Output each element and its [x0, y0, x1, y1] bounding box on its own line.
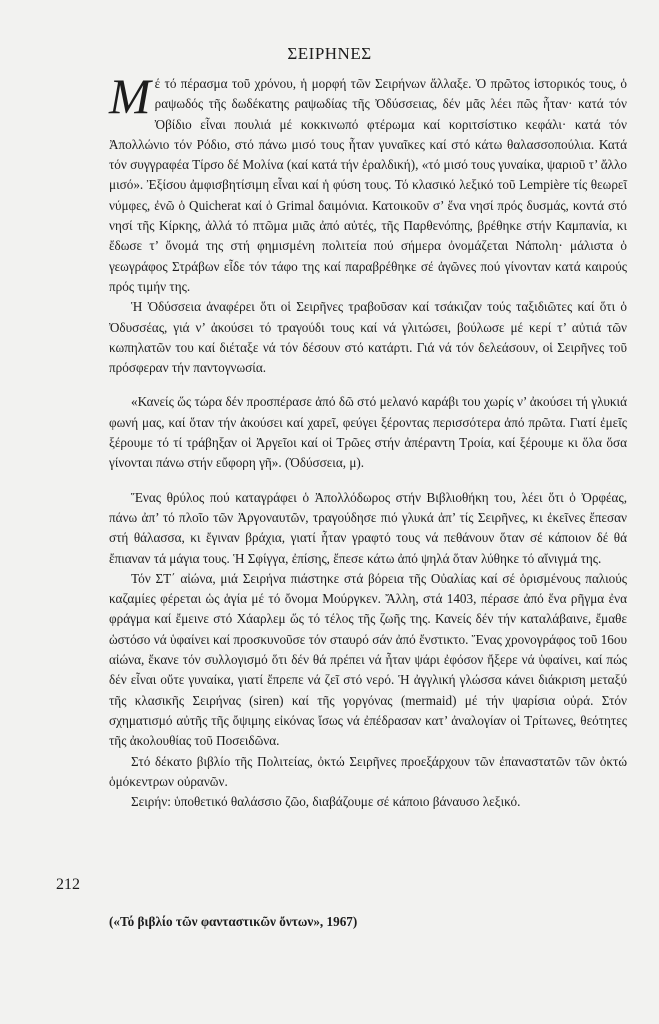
page-number: 212: [56, 876, 80, 893]
paragraph-1-text: έ τό πέρασμα τοῦ χρόνου, ἡ μορφή τῶν Σειρήνων ἄλλαξε. Ὁ πρῶτος ἱστορικός τους, ὁ ραψωδός τῆς δωδέκατης ραψωδίας τῆς Ὀδύσσειας, δέν μᾶς λέει πῶς ἦταν· κατά τόν Ὀβίδιο εἶναι πουλιά μέ κοκκινωπό φτέρωμα καί κοριτσίστικο κεφάλι· κατά τόν Ἀπολλώνιο τόν Ρόδιο, στό πάνω μισό τους ἦταν γυναῖκες καί στό κάτω θαλασσοπούλια. Κατά τόν συγγραφέα Τίρσο δέ Μολίνα (καί κατά τήν ἐραλδική), «τό μισό τους γυναίκα, ψαριοῦ τ’ ἄλλο μισό». Ἐξίσου ἀμφισβητίσιμη εἶναι καί ἡ φύση τους. Τό κλασικό λεξικό τοῦ Lempière τίς θεωρεῖ νύμφες, ἐνῶ ὁ Quicherat καί ὁ Grimal δαιμόνια. Κατοικοῦν σ’ ἕνα νησί πρός δυσμάς, κοντά στό νησί τῆς Κίρκης, ἀλλά τό πτῶμα μιᾶς ἀπό αὐτές, τῆς Παρθενόπης, βρέθηκε στήν Καμπανία, κι ἔδωσε τ’ ὄνομά της στή φημισμένη πολιτεία πού σήμερα ὀνομάζεται Νάπολη· μάλιστα ὁ γεωγράφος Στράβων εἶδε τόν τάφο της καί παραβρέθηκε σέ ἀγῶνες πού γίνονταν κατά καιρούς πρός τιμήν της.: [109, 76, 627, 294]
paragraph-7: Σειρήν: ὑποθετικό θαλάσσιο ζῶο, διαβάζουμε σέ κάποιο βάναυσο λεξικό.: [131, 794, 521, 810]
paragraph-6: Στό δέκατο βιβλίο τῆς Πολιτείας, ὀκτώ Σειρῆνες προεξάρχουν τῶν ἐπαναστατῶν τῶν ὀκτώ ὁμόκεντρων οὐρανῶν.: [109, 753, 627, 789]
source-citation: («Τό βιβλίο τῶν φανταστικῶν ὄντων», 1967): [109, 914, 358, 929]
paragraph-1: [109, 68, 627, 297]
paragraph-5: Τόν ΣΤ΄ αἰώνα, μιά Σειρήνα πιάστηκε στά βόρεια τῆς Οὐαλίας καί σέ ὁρισμένους παλιούς καζαμίες φέρεται ὡς ἁγία μέ τό ὄνομα Μούργκεν. Ἄλλη, στά 1403, πέρασε ἀπό ἕνα ρῆγμα ἐνα φράγμα καί ἔμεινε στό Χάαρλεμ ὥς τό τέλος τῆς ζωῆς της. Κανείς δέν τήν καταλάβαινε, ἔμαθε ὡστόσο νά ὑφαίνει καί προσκυνοῦσε τόν σταυρό σάν ἀπό ἔνστικτο. Ἕνας χρονογράφος τοῦ 16ου αἰώνα, ἔκανε τόν συλλογισμό ὅτι δέν θά πρέπει νά ἦταν ψάρι ἐφόσον ἤξερε νά ὑφαίνει, καί πώς δέν εἶναι οὔτε γυναίκα, γιατί ἔπρεπε νά ζεῖ στό νερό. Ἡ ἀγγλική γλώσσα κάνει διάκριση μεταξύ τῆς κλασικῆς Σειρήνας (siren) καί τῆς γοργόνας (mermaid) μέ τήν ψαρίσια οὐρά. Στόν σχηματισμό αὐτῆς τῆς ὄψιμης εἰκόνας ἴσως νά ἐπέδρασαν κατ’ ἀναλογίαν οἱ Τρίτωνες, θεότητες τῆς ἀκολουθίας τοῦ Ποσειδῶνα.: [109, 570, 627, 749]
paragraph-4: Ἕνας θρύλος πού καταγράφει ὁ Ἀπολλόδωρος στήν Βιβλιοθήκη του, λέει ὅτι ὁ Ὀρφέας, πάνω ἀπ’ τό πλοῖο τῶν Ἀργοναυτῶν, τραγούδησε πιό γλυκά ἀπ’ τίς Σειρῆνες, κι ἐκεῖνες ἔπεσαν στή θάλασσα, κι ἔγιναν βράχια, γιατί ἦταν γραφτό τους νά πεθάνουν ὅταν σέ κάποιον δέ θά ἔπιαναν τά μάγια τους. Ἡ Σφίγγα, ἐπίσης, ἔπεσε κάτω ἀπό ψηλά ὅταν λύθηκε τό αἴνιγμά της.: [109, 489, 627, 566]
main-text: [109, 68, 627, 812]
odyssey-quote: «Κανείς ὥς τώρα δέν προσπέρασε ἀπό δῶ στό μελανό καράβι του χωρίς ν’ ἀκούσει τή γλυκιά φωνή μας, καί ὅταν τήν ἀκούσει καί χαρεῖ, φεύγει ξέροντας περισσότερα ἀπό πρῶτα. Γιατί ἐμεῖς ξέρουμε τό τί τράβηξαν οἱ Ἀργεῖοι καί οἱ Τρῶες στήν ἀπέραντη Τροία, καί ξέρουμε κι ὅλα ὅσα γίνονται πάνω στήν εὔφορη γῆ». (Ὀδύσσεια, μ).: [109, 394, 627, 471]
page-title: ΣΕΙΡΗΝΕΣ: [287, 44, 372, 63]
paragraph-2: Ἡ Ὀδύσσεια ἀναφέρει ὅτι οἱ Σειρῆνες τραβοῦσαν καί τσάκιζαν τούς ταξιδιῶτες καί ὅτι ὁ Ὀδυσσέας, γιά ν’ ἀκούσει τό τραγούδι τους καί νά γλιτώσει, βούλωσε μέ κερί τ’ αὐτιά τῶν κωπηλατῶν του καί διέταξε νά τόν δέσουν στό κατάρτι. Γιά νά τόν δελεάσουν, οἱ Σειρῆνες τοῦ πρόσφεραν τήν παντογνωσία.: [109, 299, 627, 376]
drop-cap-letter: Μ: [109, 68, 151, 124]
